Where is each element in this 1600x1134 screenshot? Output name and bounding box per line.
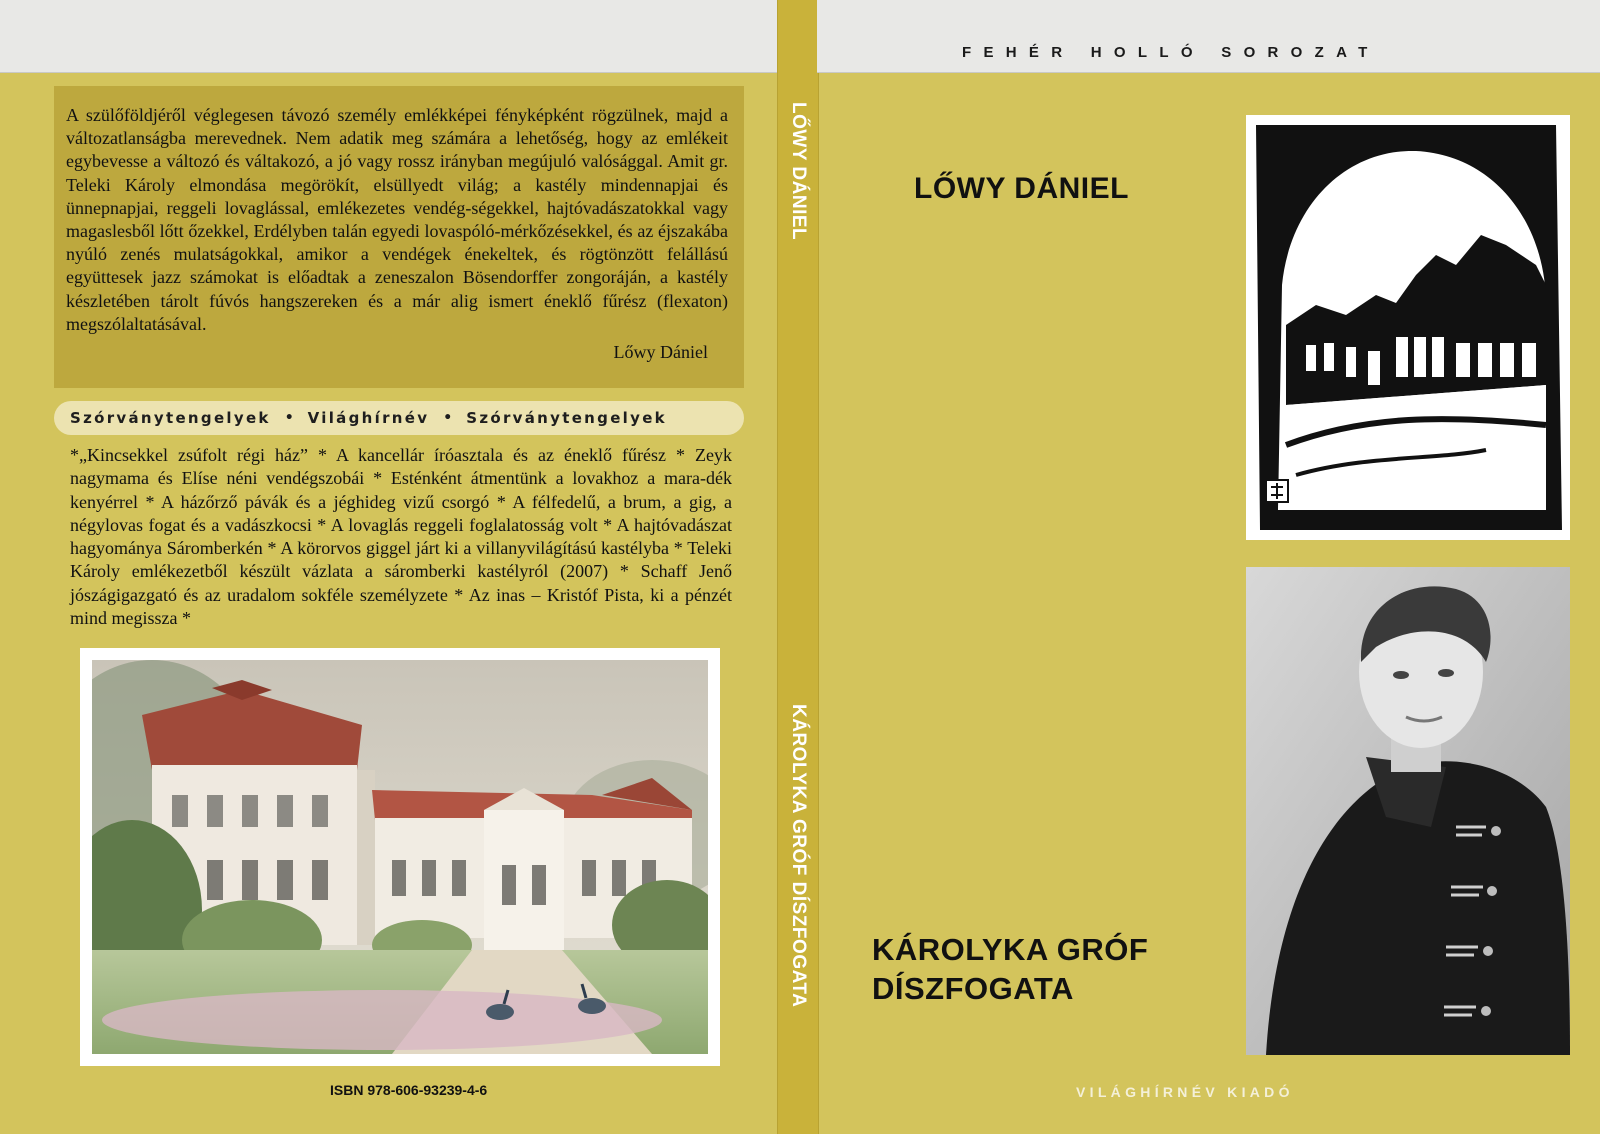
boy-portrait-icon bbox=[1246, 567, 1570, 1055]
woodcut-street-arch-icon bbox=[1246, 115, 1570, 540]
front-top-bar bbox=[817, 0, 1600, 73]
contents-text: *„Kincsekkel zsúfolt régi ház” * A kancellár íróasztala és az éneklő fűrész * Zeyk nagymama és Elíse néni vendégszobái * Esténként átmentünk a lovakhoz a mara-dék kenyérrel * A házőrző pávák és a jéghideg vizű csorgó * A félfedelű, a brum, a gig, a négylovas fogat és a vadászkocsi * A lovaglás reggeli foglalatosság volt * A hajtóvadászat hagyománya Sáromberkén * A körorvos giggel járt ki a villanyvilágítású kastélyba * Teleki Károly emlékezetből készült vázlata a sáromberki kastélyról (2007) * Schaff Jenő jószágigazgató és az uradalom sokféle személyzete * Az inas – Kristóf Pista, ki a pénzét mind megissza * bbox=[70, 445, 732, 629]
back-top-bar bbox=[0, 0, 777, 73]
book-title-line: KÁROLYKA GRÓF bbox=[872, 932, 1149, 967]
spine-author: LŐWY DÁNIEL bbox=[788, 102, 809, 241]
blurb-text: A szülőföldjéről véglegesen távozó személy emlékképei fényképként rögzülnek, majd a változatlanságba merevednek. Nem adatik meg számára a lehetőség, hogy az emlékeit egybevesse a változó és váltakozó, a jó vagy rossz irányban megújuló valósággal. Amit gr. Teleki Károly elmondása megörökít, elsüllyedt világ; a kastély mindennapjai és ünnepnapjai, reggeli lovaglással, emlékezetes vendég-ségekkel, hajtóvadászatokkal vagy magaslesből lőtt őzekkel, Erdélyben talán egyedi lovaspóló-mérkőzésekkel, és az éjszakába nyúló zenés mulatságokkal, amikor a vendégek énekeltek, és rögtönzött felállású együttesek jazz számokat is előadtak a zeneszalon Bösendorffer zongoráján, a kastély készletében tárolt fúvós hangszereken és a már alig ismert éneklő fűrész (flexaton) megszólaltatásával. bbox=[66, 105, 728, 334]
series-pill bbox=[54, 401, 744, 435]
series-pill-item: Szórványtengelyek bbox=[466, 409, 667, 427]
bullet-separator: • bbox=[284, 410, 294, 426]
spine-title: KÁROLYKA GRÓF DÍSZFOGATA bbox=[788, 704, 809, 1008]
blurb-signature: Lőwy Dániel bbox=[613, 342, 708, 362]
series-name: FEHÉR HOLLÓ SOROZAT bbox=[962, 44, 1380, 61]
author-name: LŐWY DÁNIEL bbox=[914, 172, 1129, 205]
painting-frame bbox=[80, 648, 720, 1066]
bullet-separator: • bbox=[443, 410, 453, 426]
isbn: ISBN 978-606-93239-4-6 bbox=[330, 1082, 488, 1098]
monogram-icon bbox=[1266, 480, 1288, 502]
series-pill-item: Világhírnév bbox=[307, 409, 430, 427]
spine bbox=[777, 0, 819, 1134]
book-title bbox=[872, 930, 1148, 1008]
publisher-name: VILÁGHÍRNÉV KIADÓ bbox=[1076, 1084, 1294, 1100]
blurb-box bbox=[54, 86, 744, 388]
series-pill-item: Szórványtengelyek bbox=[70, 409, 271, 427]
manor-house-painting-icon bbox=[92, 660, 708, 1054]
book-title-line: DÍSZFOGATA bbox=[872, 971, 1074, 1006]
